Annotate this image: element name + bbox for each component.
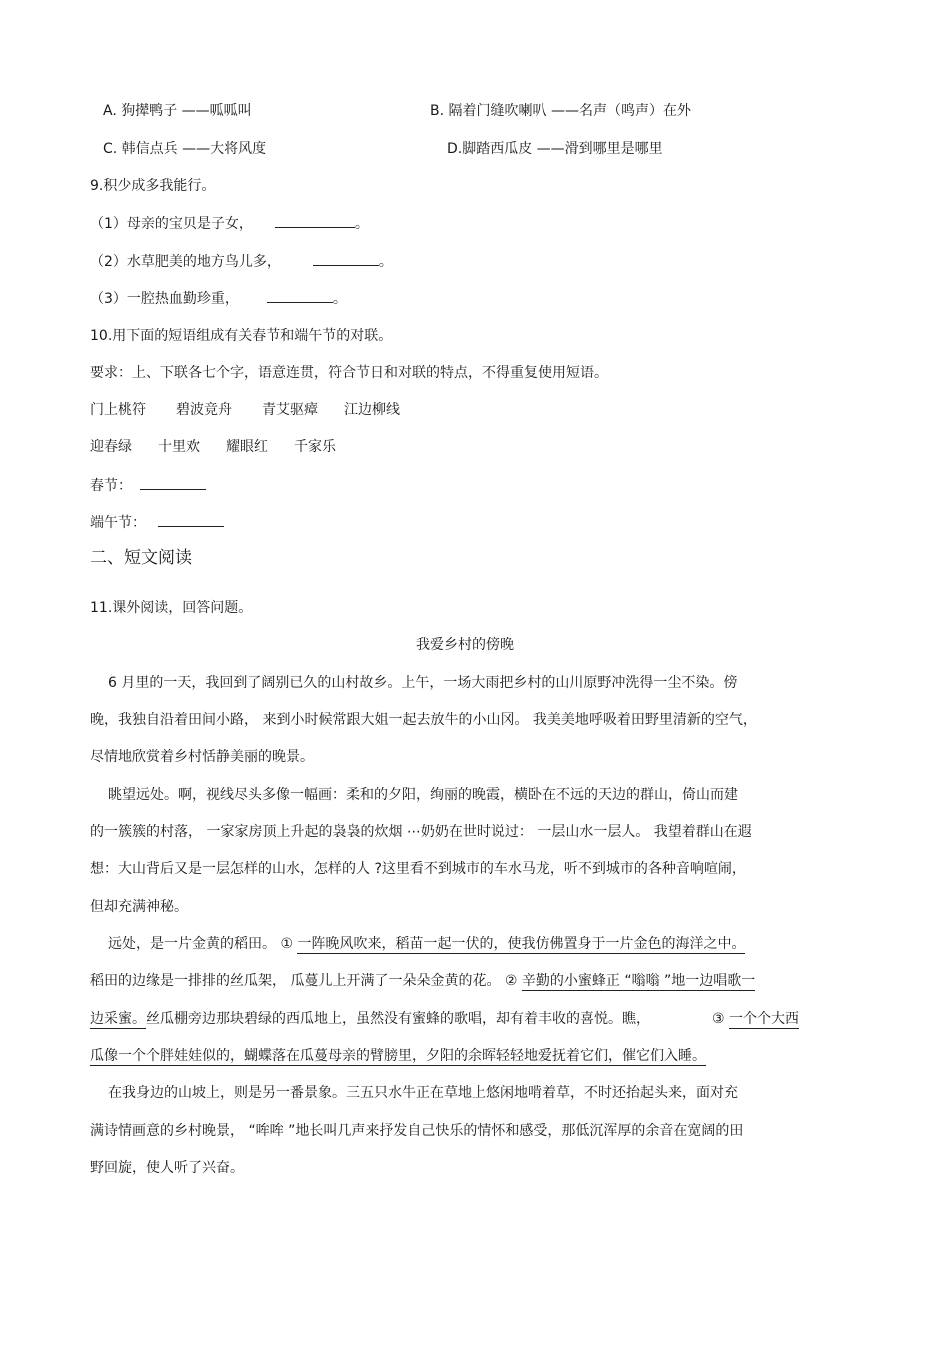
phrase-row-2: 迎春绿 十里欢 耀眼红 千家乐 bbox=[90, 439, 336, 455]
q9-title: 9.积少成多我能行。 bbox=[90, 178, 216, 194]
q10-requirement: 要求：上、下联各七个字，语意连贯，符合节日和对联的特点，不得重复使用短语。 bbox=[90, 365, 608, 381]
q9-item-2: （2）水草肥美的地方鸟儿多， 。 bbox=[90, 251, 393, 272]
answer-blank[interactable] bbox=[267, 288, 333, 303]
q9-item-1: （1）母亲的宝贝是子女， 。 bbox=[90, 213, 369, 234]
q11-title: 11.课外阅读，回答问题。 bbox=[90, 600, 253, 616]
underlined-sentence-3-end: 瓜像一个个胖娃娃似的，蝴蝶落在瓜蔓母亲的臂膀里，夕阳的余晖轻轻地爱抚着它们，催它们入睡。 bbox=[90, 1048, 706, 1064]
para4-line: 满诗情画意的乡村晚景， “哞哞 ”地长叫几声来抒发自己快乐的情怀和感受，那低沉浑厚的余音在宽阔的田 bbox=[90, 1123, 744, 1139]
underlined-sentence-2: 辛勤的小蜜蜂正 “嗡嗡 ”地一边唱歌一 bbox=[521, 973, 756, 989]
essay-title: 我爱乡村的傍晚 bbox=[416, 637, 514, 653]
section-heading: 二、短文阅读 bbox=[90, 548, 192, 568]
para3-line: 远处，是一片金黄的稻田。 ① 一阵晚风吹来，稻苗一起一伏的，使我仿佛置身于一片金色的海洋之中。 bbox=[108, 936, 746, 952]
q9-item-3: （3）一腔热血勤珍重， 。 bbox=[90, 288, 347, 309]
para3-line: 边采蜜。丝瓜棚旁边那块碧绿的西瓜地上，虽然没有蜜蜂的歌唱，却有着丰收的喜悦。瞧， ③ 一个个大西 bbox=[90, 1011, 800, 1027]
para1-line: 尽情地欣赏着乡村恬静美丽的晚景。 bbox=[90, 749, 314, 765]
para2-line: 但却充满神秘。 bbox=[90, 899, 188, 915]
underlined-sentence-3: 一个个大西 bbox=[729, 1011, 800, 1027]
q10-title: 10.用下面的短语组成有关春节和端午节的对联。 bbox=[90, 328, 393, 344]
para2-line: 的一簇簇的村落， 一家家房顶上升起的袅袅的炊烟 ⋯奶奶在世时说过： 一层山水一层人。 我望着群山在遐 bbox=[90, 824, 752, 840]
option-a: A. 狗撵鸭子 ——呱呱叫 bbox=[103, 103, 252, 119]
para1-line: 6 月里的一天，我回到了阔别已久的山村故乡。上午，一场大雨把乡村的山川原野冲洗得一尘不染。傍 bbox=[108, 675, 738, 691]
para3-line: 稻田的边缘是一排排的丝瓜架， 瓜蔓儿上开满了一朵朵金黄的花。 ② 辛勤的小蜜蜂正 “嗡嗡 ”地一边唱歌一 bbox=[90, 973, 756, 989]
para2-line: 眺望远处。啊，视线尽头多像一幅画：柔和的夕阳，绚丽的晚霞，横卧在不远的天边的群山，倚山而建 bbox=[108, 787, 738, 803]
answer-blank[interactable] bbox=[275, 213, 355, 228]
answer-blank[interactable] bbox=[140, 475, 206, 490]
underlined-sentence-1: 一阵晚风吹来，稻苗一起一伏的，使我仿佛置身于一片金色的海洋之中。 bbox=[297, 936, 746, 952]
para1-line: 晚，我独自沿着田间小路， 来到小时候常跟大姐一起去放牛的小山冈。 我美美地呼吸着田野里清新的空气， bbox=[90, 712, 757, 728]
option-b: B. 隔着门缝吹喇叭 ——名声（鸣声）在外 bbox=[430, 103, 691, 119]
duanwu-couplet: 端午节： bbox=[90, 512, 224, 533]
phrase-row-1: 门上桃符 碧波竞舟 青艾驱瘴 江边柳线 bbox=[90, 402, 400, 418]
para3-line bbox=[90, 1046, 706, 1066]
option-c: C. 韩信点兵 ——大将风度 bbox=[103, 141, 267, 157]
underlined-sentence-2-end: 边采蜜。 bbox=[90, 1011, 146, 1027]
answer-blank[interactable] bbox=[158, 512, 224, 527]
para4-line: 在我身边的山坡上，则是另一番景象。三五只水牛正在草地上悠闲地啃着草，不时还抬起头来，面对充 bbox=[108, 1085, 738, 1101]
option-d: D.脚踏西瓜皮 ——滑到哪里是哪里 bbox=[447, 141, 663, 157]
para2-line: 想：大山背后又是一层怎样的山水，怎样的人 ?这里看不到城市的车水马龙，听不到城市的各种音响喧闹， bbox=[90, 861, 746, 877]
answer-blank[interactable] bbox=[313, 251, 379, 266]
spring-couplet: 春节： bbox=[90, 475, 206, 496]
para4-line: 野回旋，使人听了兴奋。 bbox=[90, 1160, 244, 1176]
